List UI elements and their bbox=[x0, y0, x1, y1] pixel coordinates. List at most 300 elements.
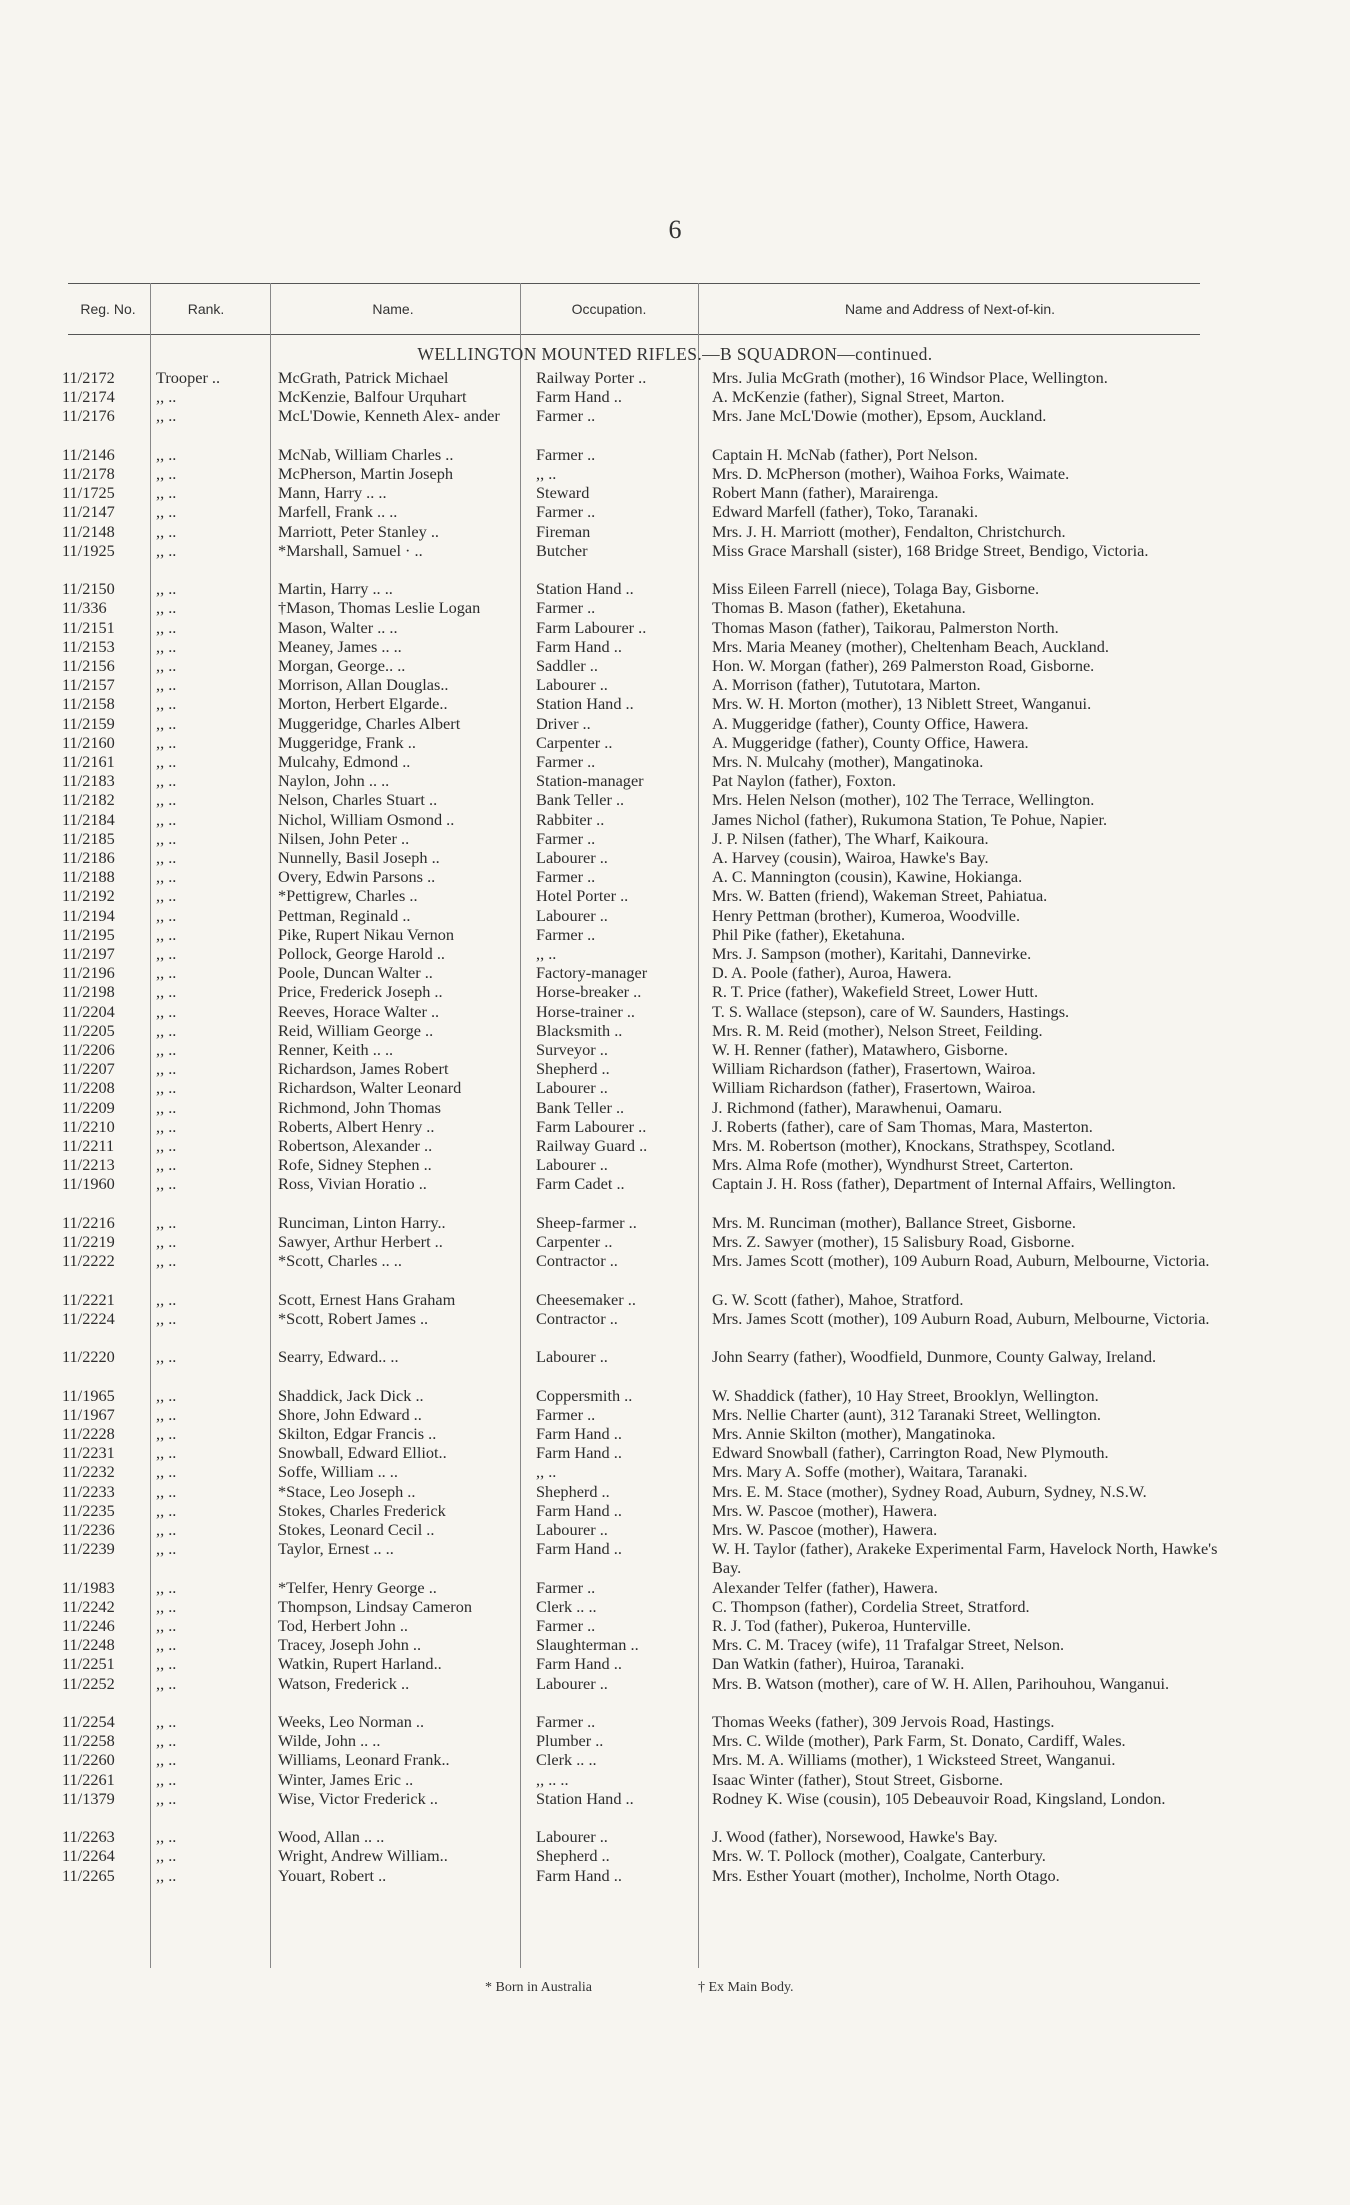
next-of-kin-cell: Miss Eileen Farrell (niece), Tolaga Bay, Gisborne. bbox=[712, 579, 1040, 599]
name-cell: *Telfer, Henry George .. bbox=[278, 1577, 437, 1597]
next-of-kin-cell: Isaac Winter (father), Stout Street, Gisborne. bbox=[712, 1769, 1004, 1789]
occupation-cell: Horse-breaker .. bbox=[536, 982, 642, 1002]
next-of-kin-cell: W. H. Renner (father), Matawhero, Gisborne. bbox=[712, 1040, 1008, 1059]
name-cell: Richardson, Walter Leonard bbox=[278, 1078, 462, 1098]
header-rank: Rank. bbox=[187, 301, 225, 317]
reg-no-cell: 11/2156 bbox=[62, 656, 115, 675]
name-cell: Nunnelly, Basil Joseph .. bbox=[278, 848, 440, 867]
reg-no-cell: 11/2248 bbox=[62, 1635, 115, 1655]
occupation-cell: Carpenter .. bbox=[536, 1232, 613, 1251]
rank-cell: ,, .. bbox=[156, 1462, 177, 1482]
occupation-cell: Railway Guard .. bbox=[536, 1136, 648, 1155]
next-of-kin-cell: William Richardson (father), Frasertown, Wairoa. bbox=[712, 1078, 1036, 1098]
occupation-cell: Shepherd .. bbox=[536, 1059, 610, 1079]
reg-no-cell: 11/2196 bbox=[62, 963, 115, 983]
reg-no-cell: 11/2195 bbox=[62, 924, 115, 944]
reg-no-cell: 11/2235 bbox=[62, 1500, 115, 1520]
next-of-kin-cell: Mrs. M. Robertson (mother), Knockans, Strathspey, Scotland. bbox=[712, 1136, 1116, 1155]
next-of-kin-cell: Thomas Mason (father), Taikorau, Palmerston North. bbox=[712, 617, 1059, 637]
rank-cell: ,, .. bbox=[156, 464, 177, 483]
occupation-cell: ,, .. bbox=[536, 464, 557, 483]
rank-cell: ,, .. bbox=[156, 1404, 177, 1424]
next-of-kin-cell: Hon. W. Morgan (father), 269 Palmerston Road, Gisborne. bbox=[712, 656, 1095, 675]
next-of-kin-cell: Mrs. Mary A. Soffe (mother), Waitara, Taranaki. bbox=[712, 1462, 1028, 1482]
occupation-cell: Clerk .. .. bbox=[536, 1750, 597, 1770]
occupation-cell: Farmer .. bbox=[536, 444, 596, 464]
occupation-cell: Shepherd .. bbox=[536, 1846, 610, 1866]
next-of-kin-cell: A. Harvey (cousin), Wairoa, Hawke's Bay. bbox=[712, 848, 989, 867]
reg-no-cell: 11/2242 bbox=[62, 1596, 115, 1616]
name-cell: Mason, Walter .. .. bbox=[278, 617, 398, 637]
name-cell: Tod, Herbert John .. bbox=[278, 1616, 408, 1635]
name-cell: Wright, Andrew William.. bbox=[278, 1846, 448, 1866]
rank-cell: ,, .. bbox=[156, 1155, 177, 1175]
next-of-kin-cell: A. McKenzie (father), Signal Street, Marton. bbox=[712, 387, 1005, 407]
rank-cell: ,, .. bbox=[156, 713, 177, 733]
reg-no-cell: 11/2265 bbox=[62, 1865, 115, 1885]
reg-no-cell: 11/2263 bbox=[62, 1827, 115, 1847]
next-of-kin-cell: Mrs. J. H. Marriott (mother), Fendalton, Christchurch. bbox=[712, 521, 1066, 541]
occupation-cell: Farm Hand .. bbox=[536, 1539, 622, 1559]
reg-no-cell: 11/1379 bbox=[62, 1788, 115, 1808]
occupation-cell: Farm Hand .. bbox=[536, 636, 622, 656]
reg-no-cell: 11/2254 bbox=[62, 1712, 115, 1731]
name-cell: Price, Frederick Joseph .. bbox=[278, 982, 443, 1002]
name-cell: Soffe, William .. .. bbox=[278, 1462, 398, 1482]
reg-no-cell: 11/2231 bbox=[62, 1443, 115, 1463]
name-cell: Snowball, Edward Elliot.. bbox=[278, 1443, 447, 1463]
rank-cell: ,, .. bbox=[156, 1712, 177, 1731]
name-cell: McNab, William Charles .. bbox=[278, 444, 454, 464]
reg-no-cell: 11/2198 bbox=[62, 982, 115, 1002]
occupation-cell: Station Hand .. bbox=[536, 1788, 634, 1808]
rank-cell: ,, .. bbox=[156, 1520, 177, 1539]
reg-no-cell: 11/2161 bbox=[62, 752, 115, 771]
next-of-kin-cell: Mrs. James Scott (mother), 109 Auburn Road, Auburn, Melbourne, Victoria. bbox=[712, 1308, 1210, 1328]
occupation-cell: Farmer .. bbox=[536, 1712, 596, 1731]
name-cell: *Scott, Robert James .. bbox=[278, 1308, 429, 1328]
next-of-kin-cell: Mrs. R. M. Reid (mother), Nelson Street, Feilding. bbox=[712, 1020, 1043, 1040]
occupation-cell: Station Hand .. bbox=[536, 579, 634, 599]
next-of-kin-cell: Dan Watkin (father), Huiroa, Taranaki. bbox=[712, 1654, 965, 1674]
rank-cell: ,, .. bbox=[156, 867, 177, 887]
rank-cell: ,, .. bbox=[156, 406, 177, 426]
header-occupation: Occupation. bbox=[571, 301, 647, 317]
rank-cell: ,, .. bbox=[156, 1136, 177, 1155]
name-cell: McGrath, Patrick Michael bbox=[278, 368, 449, 387]
rank-cell: Trooper .. bbox=[156, 368, 221, 387]
reg-no-cell: 11/2239 bbox=[62, 1539, 115, 1559]
occupation-cell: Saddler .. bbox=[536, 656, 598, 675]
reg-no-cell: 11/2197 bbox=[62, 944, 115, 963]
next-of-kin-cell: R. T. Price (father), Wakefield Street, Lower Hutt. bbox=[712, 982, 1039, 1002]
reg-no-cell: 11/2236 bbox=[62, 1520, 115, 1539]
rank-cell: ,, .. bbox=[156, 579, 177, 599]
reg-no-cell: 11/2258 bbox=[62, 1731, 115, 1751]
name-cell: Pollock, George Harold .. bbox=[278, 944, 446, 963]
name-cell: Robertson, Alexander .. bbox=[278, 1136, 433, 1155]
reg-no-cell: 11/2158 bbox=[62, 694, 115, 714]
name-cell: Marriott, Peter Stanley .. bbox=[278, 521, 439, 541]
rank-cell: ,, .. bbox=[156, 444, 177, 464]
occupation-cell: Factory-manager bbox=[536, 963, 648, 983]
rank-cell: ,, .. bbox=[156, 636, 177, 656]
name-cell: Thompson, Lindsay Cameron bbox=[278, 1596, 472, 1616]
next-of-kin-cell: D. A. Poole (father), Auroa, Hawera. bbox=[712, 963, 952, 983]
rank-cell: ,, .. bbox=[156, 1635, 177, 1655]
occupation-cell: Labourer .. bbox=[536, 1155, 608, 1175]
next-of-kin-cell: Mrs. Jane McL'Dowie (mother), Epsom, Auckland. bbox=[712, 406, 1047, 426]
name-cell: Richardson, James Robert bbox=[278, 1059, 449, 1079]
name-cell: Tracey, Joseph John .. bbox=[278, 1635, 422, 1655]
reg-no-cell: 11/2160 bbox=[62, 732, 115, 752]
occupation-cell: Farm Hand .. bbox=[536, 1443, 622, 1463]
rank-cell: ,, .. bbox=[156, 1750, 177, 1770]
next-of-kin-cell: James Nichol (father), Rukumona Station, Te Pohue, Napier. bbox=[712, 809, 1108, 829]
rank-cell: ,, .. bbox=[156, 387, 177, 407]
next-of-kin-cell: G. W. Scott (father), Mahoe, Stratford. bbox=[712, 1289, 964, 1309]
rank-cell: ,, .. bbox=[156, 1443, 177, 1463]
next-of-kin-cell: W. H. Taylor (father), Arakeke Experimental Farm, Havelock North, Hawke's Bay. bbox=[712, 1539, 1218, 1578]
occupation-cell: Farmer .. bbox=[536, 828, 596, 848]
next-of-kin-cell: Mrs. W. T. Pollock (mother), Coalgate, Canterbury. bbox=[712, 1846, 1046, 1866]
name-cell: Overy, Edwin Parsons .. bbox=[278, 867, 436, 887]
name-cell: Meaney, James .. .. bbox=[278, 636, 402, 656]
name-cell: Rofe, Sidney Stephen .. bbox=[278, 1155, 432, 1175]
next-of-kin-cell: Mrs. B. Watson (mother), care of W. H. Allen, Parihouhou, Wanganui. bbox=[712, 1673, 1170, 1693]
rank-cell: ,, .. bbox=[156, 1481, 177, 1501]
name-cell: McPherson, Martin Joseph bbox=[278, 464, 454, 483]
name-cell: Watson, Frederick .. bbox=[278, 1673, 410, 1693]
section-title: WELLINGTON MOUNTED RIFLES.—B SQUADRON—continued. bbox=[417, 344, 933, 364]
rank-cell: ,, .. bbox=[156, 924, 177, 944]
name-cell: *Scott, Charles .. .. bbox=[278, 1251, 402, 1271]
rank-cell: ,, .. bbox=[156, 809, 177, 829]
rank-cell: ,, .. bbox=[156, 1865, 177, 1885]
occupation-cell: Farm Hand .. bbox=[536, 1500, 622, 1520]
rank-cell: ,, .. bbox=[156, 732, 177, 752]
name-cell: Richmond, John Thomas bbox=[278, 1097, 441, 1117]
name-cell: Reid, William George .. bbox=[278, 1020, 434, 1040]
reg-no-cell: 11/2220 bbox=[62, 1347, 115, 1367]
next-of-kin-cell: Mrs. M. Runciman (mother), Ballance Street, Gisborne. bbox=[712, 1212, 1076, 1232]
occupation-cell: Blacksmith .. bbox=[536, 1020, 623, 1040]
rank-cell: ,, .. bbox=[156, 1308, 177, 1328]
next-of-kin-cell: William Richardson (father), Frasertown, Wairoa. bbox=[712, 1059, 1036, 1079]
reg-no-cell: 11/2260 bbox=[62, 1750, 115, 1770]
next-of-kin-cell: Mrs. James Scott (mother), 109 Auburn Road, Auburn, Melbourne, Victoria. bbox=[712, 1251, 1210, 1271]
occupation-cell: Steward bbox=[536, 483, 590, 503]
rank-cell: ,, .. bbox=[156, 944, 177, 963]
next-of-kin-cell: Mrs. Z. Sawyer (mother), 15 Salisbury Road, Gisborne. bbox=[712, 1232, 1075, 1251]
rank-cell: ,, .. bbox=[156, 694, 177, 714]
occupation-cell: Farm Hand .. bbox=[536, 1654, 622, 1674]
next-of-kin-cell: J. Wood (father), Norsewood, Hawke's Bay. bbox=[712, 1827, 998, 1847]
occupation-cell: Sheep-farmer .. bbox=[536, 1212, 637, 1232]
rank-cell: ,, .. bbox=[156, 1251, 177, 1271]
rank-cell: ,, .. bbox=[156, 848, 177, 867]
occupation-cell: Driver .. bbox=[536, 713, 591, 733]
rank-cell: ,, .. bbox=[156, 1827, 177, 1847]
occupation-cell: Surveyor .. bbox=[536, 1040, 608, 1059]
occupation-cell: Farmer .. bbox=[536, 924, 596, 944]
name-cell: Searry, Edward.. .. bbox=[278, 1347, 399, 1367]
next-of-kin-cell: A. C. Mannington (cousin), Kawine, Hokianga. bbox=[712, 867, 1023, 887]
name-cell: Runciman, Linton Harry.. bbox=[278, 1212, 446, 1232]
next-of-kin-cell: Miss Grace Marshall (sister), 168 Bridge Street, Bendigo, Victoria. bbox=[712, 540, 1149, 560]
reg-no-cell: 11/2261 bbox=[62, 1769, 115, 1789]
next-of-kin-cell: Mrs. Julia McGrath (mother), 16 Windsor Place, Wellington. bbox=[712, 368, 1108, 387]
occupation-cell: Labourer .. bbox=[536, 848, 608, 867]
reg-no-cell: 11/2150 bbox=[62, 579, 115, 599]
rank-cell: ,, .. bbox=[156, 1040, 177, 1059]
rank-cell: ,, .. bbox=[156, 1059, 177, 1079]
next-of-kin-cell: Mrs. C. M. Tracey (wife), 11 Trafalgar Street, Nelson. bbox=[712, 1635, 1065, 1655]
rank-cell: ,, .. bbox=[156, 1769, 177, 1789]
header-next-of-kin: Name and Address of Next-of-kin. bbox=[844, 301, 1056, 317]
name-cell: Nichol, William Osmond .. bbox=[278, 809, 455, 829]
reg-no-cell: 11/2206 bbox=[62, 1040, 115, 1059]
occupation-cell: Farmer .. bbox=[536, 598, 596, 618]
occupation-cell: Hotel Porter .. bbox=[536, 886, 629, 906]
header-name: Name. bbox=[372, 301, 414, 317]
next-of-kin-cell: Mrs. Nellie Charter (aunt), 312 Taranaki Street, Wellington. bbox=[712, 1404, 1101, 1424]
name-cell: Pettman, Reginald .. bbox=[278, 905, 411, 925]
occupation-cell: Clerk .. .. bbox=[536, 1596, 597, 1616]
occupation-cell: ,, .. bbox=[536, 1462, 557, 1482]
rank-cell: ,, .. bbox=[156, 1078, 177, 1098]
occupation-cell: Shepherd .. bbox=[536, 1481, 610, 1501]
column-divider bbox=[698, 283, 699, 1968]
occupation-cell: Farm Hand .. bbox=[536, 1424, 622, 1443]
name-cell: Muggeridge, Frank .. bbox=[278, 732, 416, 752]
rank-cell: ,, .. bbox=[156, 617, 177, 637]
next-of-kin-cell: Thomas B. Mason (father), Eketahuna. bbox=[712, 598, 966, 618]
occupation-cell: Farmer .. bbox=[536, 1616, 596, 1635]
occupation-cell: Labourer .. bbox=[536, 905, 608, 925]
reg-no-cell: 11/2172 bbox=[62, 368, 115, 387]
name-cell: Mann, Harry .. .. bbox=[278, 483, 387, 503]
reg-no-cell: 11/2185 bbox=[62, 828, 115, 848]
name-cell: Muggeridge, Charles Albert bbox=[278, 713, 461, 733]
rank-cell: ,, .. bbox=[156, 521, 177, 541]
occupation-cell: Farmer .. bbox=[536, 406, 596, 426]
next-of-kin-cell: Mrs. W. Batten (friend), Wakeman Street, Pahiatua. bbox=[712, 886, 1048, 906]
reg-no-cell: 11/1967 bbox=[62, 1404, 115, 1424]
occupation-cell: Labourer .. bbox=[536, 1673, 608, 1693]
next-of-kin-cell: Edward Snowball (father), Carrington Road, New Plymouth. bbox=[712, 1443, 1109, 1463]
rank-cell: ,, .. bbox=[156, 1539, 177, 1559]
rank-cell: ,, .. bbox=[156, 1616, 177, 1635]
occupation-cell: Carpenter .. bbox=[536, 732, 613, 752]
occupation-cell: Labourer .. bbox=[536, 675, 608, 695]
rank-cell: ,, .. bbox=[156, 1347, 177, 1367]
next-of-kin-cell: A. Muggeridge (father), County Office, Hawera. bbox=[712, 732, 1029, 752]
name-cell: Sawyer, Arthur Herbert .. bbox=[278, 1232, 443, 1251]
next-of-kin-cell: Mrs. M. A. Williams (mother), 1 Wicksteed Street, Wanganui. bbox=[712, 1750, 1116, 1770]
occupation-cell: ,, .. .. bbox=[536, 1769, 569, 1789]
occupation-cell: Fireman bbox=[536, 521, 591, 541]
occupation-cell: Cheesemaker .. bbox=[536, 1289, 636, 1309]
name-cell: *Pettigrew, Charles .. bbox=[278, 886, 418, 906]
reg-no-cell: 11/2251 bbox=[62, 1654, 115, 1674]
reg-no-cell: 11/2204 bbox=[62, 1001, 115, 1021]
name-cell: Stokes, Leonard Cecil .. bbox=[278, 1520, 435, 1539]
reg-no-cell: 11/2194 bbox=[62, 905, 115, 925]
rank-cell: ,, .. bbox=[156, 828, 177, 848]
next-of-kin-cell: Mrs. D. McPherson (mother), Waihoa Forks, Waimate. bbox=[712, 464, 1070, 483]
next-of-kin-cell: John Searry (father), Woodfield, Dunmore, County Galway, Ireland. bbox=[712, 1347, 1157, 1367]
next-of-kin-cell: Edward Marfell (father), Toko, Taranaki. bbox=[712, 502, 979, 522]
name-cell: *Marshall, Samuel · .. bbox=[278, 540, 423, 560]
name-cell: Winter, James Eric .. bbox=[278, 1769, 414, 1789]
next-of-kin-cell: Mrs. Maria Meaney (mother), Cheltenham Beach, Auckland. bbox=[712, 636, 1109, 656]
next-of-kin-cell: Henry Pettman (brother), Kumeroa, Woodville. bbox=[712, 905, 1021, 925]
occupation-cell: Farm Hand .. bbox=[536, 1865, 622, 1885]
reg-no-cell: 11/2264 bbox=[62, 1846, 115, 1866]
name-cell: Wise, Victor Frederick .. bbox=[278, 1788, 438, 1808]
reg-no-cell: 11/336 bbox=[62, 598, 107, 618]
reg-no-cell: 11/2176 bbox=[62, 406, 115, 426]
occupation-cell: Farmer .. bbox=[536, 752, 596, 771]
name-cell: Ross, Vivian Horatio .. bbox=[278, 1174, 427, 1194]
occupation-cell: Farm Labourer .. bbox=[536, 1116, 647, 1136]
reg-no-cell: 11/2157 bbox=[62, 675, 115, 695]
reg-no-cell: 11/1925 bbox=[62, 540, 115, 560]
name-cell: Skilton, Edgar Francis .. bbox=[278, 1424, 437, 1443]
name-cell: Watkin, Rupert Harland.. bbox=[278, 1654, 442, 1674]
rank-cell: ,, .. bbox=[156, 1020, 177, 1040]
name-cell: McKenzie, Balfour Urquhart bbox=[278, 387, 467, 407]
name-cell: Shaddick, Jack Dick .. bbox=[278, 1385, 424, 1405]
reg-no-cell: 11/2233 bbox=[62, 1481, 115, 1501]
reg-no-cell: 11/2208 bbox=[62, 1078, 115, 1098]
reg-no-cell: 11/2178 bbox=[62, 464, 115, 483]
rank-cell: ,, .. bbox=[156, 1846, 177, 1866]
next-of-kin-cell: J. Roberts (father), care of Sam Thomas, Mara, Masterton. bbox=[712, 1116, 1093, 1136]
rank-cell: ,, .. bbox=[156, 675, 177, 695]
rank-cell: ,, .. bbox=[156, 1212, 177, 1232]
reg-no-cell: 11/2216 bbox=[62, 1212, 115, 1232]
rank-cell: ,, .. bbox=[156, 1673, 177, 1693]
rank-cell: ,, .. bbox=[156, 598, 177, 618]
next-of-kin-cell: Mrs. W. H. Morton (mother), 13 Niblett Street, Wanganui. bbox=[712, 694, 1092, 714]
reg-no-cell: 11/2148 bbox=[62, 521, 115, 541]
reg-no-cell: 11/2174 bbox=[62, 387, 115, 407]
occupation-cell: Rabbiter .. bbox=[536, 809, 605, 829]
occupation-cell: Labourer .. bbox=[536, 1078, 608, 1098]
reg-no-cell: 11/2153 bbox=[62, 636, 115, 656]
next-of-kin-cell: W. Shaddick (father), 10 Hay Street, Brooklyn, Wellington. bbox=[712, 1385, 1099, 1405]
occupation-cell: Horse-trainer .. bbox=[536, 1001, 635, 1021]
occupation-cell: Farm Hand .. bbox=[536, 387, 622, 407]
next-of-kin-cell: Mrs. N. Mulcahy (mother), Mangatinoka. bbox=[712, 752, 984, 771]
occupation-cell: Farmer .. bbox=[536, 867, 596, 887]
name-cell: Nilsen, John Peter .. bbox=[278, 828, 410, 848]
rank-cell: ,, .. bbox=[156, 1097, 177, 1117]
reg-no-cell: 11/2224 bbox=[62, 1308, 115, 1328]
next-of-kin-cell: Phil Pike (father), Eketahuna. bbox=[712, 924, 906, 944]
rank-cell: ,, .. bbox=[156, 1424, 177, 1443]
next-of-kin-cell: Mrs. C. Wilde (mother), Park Farm, St. Donato, Cardiff, Wales. bbox=[712, 1731, 1126, 1751]
name-cell: Wood, Allan .. .. bbox=[278, 1827, 385, 1847]
rank-cell: ,, .. bbox=[156, 483, 177, 503]
next-of-kin-cell: A. Muggeridge (father), County Office, Hawera. bbox=[712, 713, 1029, 733]
reg-no-cell: 11/2228 bbox=[62, 1424, 115, 1443]
next-of-kin-cell: Alexander Telfer (father), Hawera. bbox=[712, 1577, 938, 1597]
rank-cell: ,, .. bbox=[156, 790, 177, 810]
rank-cell: ,, .. bbox=[156, 1116, 177, 1136]
occupation-cell: Railway Porter .. bbox=[536, 368, 647, 387]
occupation-cell: Bank Teller .. bbox=[536, 1097, 625, 1117]
name-cell: Marfell, Frank .. .. bbox=[278, 502, 398, 522]
next-of-kin-cell: Mrs. W. Pascoe (mother), Hawera. bbox=[712, 1520, 938, 1539]
reg-no-cell: 11/1960 bbox=[62, 1174, 115, 1194]
occupation-cell: Bank Teller .. bbox=[536, 790, 625, 810]
occupation-cell: Farmer .. bbox=[536, 502, 596, 522]
next-of-kin-cell: Robert Mann (father), Marairenga. bbox=[712, 483, 939, 503]
reg-no-cell: 11/2146 bbox=[62, 444, 115, 464]
occupation-cell: Labourer .. bbox=[536, 1827, 608, 1847]
reg-no-cell: 11/2210 bbox=[62, 1116, 115, 1136]
rank-cell: ,, .. bbox=[156, 1731, 177, 1751]
reg-no-cell: 11/2183 bbox=[62, 771, 115, 791]
reg-no-cell: 11/2159 bbox=[62, 713, 115, 733]
occupation-cell: Labourer .. bbox=[536, 1520, 608, 1539]
name-cell: Weeks, Leo Norman .. bbox=[278, 1712, 425, 1731]
reg-no-cell: 11/2192 bbox=[62, 886, 115, 906]
reg-no-cell: 11/2151 bbox=[62, 617, 115, 637]
reg-no-cell: 11/1725 bbox=[62, 483, 115, 503]
name-cell: Scott, Ernest Hans Graham bbox=[278, 1289, 456, 1309]
name-cell: Reeves, Horace Walter .. bbox=[278, 1001, 440, 1021]
reg-no-cell: 11/2186 bbox=[62, 848, 115, 867]
next-of-kin-cell: Mrs. J. Sampson (mother), Karitahi, Dannevirke. bbox=[712, 944, 1032, 963]
rank-cell: ,, .. bbox=[156, 540, 177, 560]
reg-no-cell: 11/2184 bbox=[62, 809, 115, 829]
occupation-cell: Farmer .. bbox=[536, 1404, 596, 1424]
next-of-kin-cell: Rodney K. Wise (cousin), 105 Debeauvoir Road, Kingsland, London. bbox=[712, 1788, 1166, 1808]
occupation-cell: Farm Labourer .. bbox=[536, 617, 647, 637]
occupation-cell: Farm Cadet .. bbox=[536, 1174, 625, 1194]
reg-no-cell: 11/2207 bbox=[62, 1059, 115, 1079]
rank-cell: ,, .. bbox=[156, 1289, 177, 1309]
rank-cell: ,, .. bbox=[156, 1596, 177, 1616]
name-cell: McL'Dowie, Kenneth Alex- ander bbox=[278, 406, 500, 426]
next-of-kin-cell: J. Richmond (father), Marawhenui, Oamaru. bbox=[712, 1097, 1003, 1117]
name-cell: Renner, Keith .. .. bbox=[278, 1040, 394, 1059]
occupation-cell: Plumber .. bbox=[536, 1731, 604, 1751]
reg-no-cell: 11/2182 bbox=[62, 790, 115, 810]
name-cell: Shore, John Edward .. bbox=[278, 1404, 422, 1424]
rank-cell: ,, .. bbox=[156, 752, 177, 771]
name-cell: Morgan, George.. .. bbox=[278, 656, 406, 675]
table-header bbox=[68, 283, 1200, 335]
reg-no-cell: 11/2213 bbox=[62, 1155, 115, 1175]
next-of-kin-cell: J. P. Nilsen (father), The Wharf, Kaikoura. bbox=[712, 828, 989, 848]
rank-cell: ,, .. bbox=[156, 502, 177, 522]
header-reg-no: Reg. No. bbox=[80, 301, 136, 317]
next-of-kin-cell: A. Morrison (father), Tututotara, Marton. bbox=[712, 675, 981, 695]
name-cell: Roberts, Albert Henry .. bbox=[278, 1116, 435, 1136]
occupation-cell: Butcher bbox=[536, 540, 588, 560]
rank-cell: ,, .. bbox=[156, 771, 177, 791]
next-of-kin-cell: Mrs. E. M. Stace (mother), Sydney Road, Auburn, Sydney, N.S.W. bbox=[712, 1481, 1147, 1501]
name-cell: Nelson, Charles Stuart .. bbox=[278, 790, 438, 810]
occupation-cell: Contractor .. bbox=[536, 1251, 618, 1271]
next-of-kin-cell: Mrs. W. Pascoe (mother), Hawera. bbox=[712, 1500, 938, 1520]
reg-no-cell: 11/2222 bbox=[62, 1251, 115, 1271]
